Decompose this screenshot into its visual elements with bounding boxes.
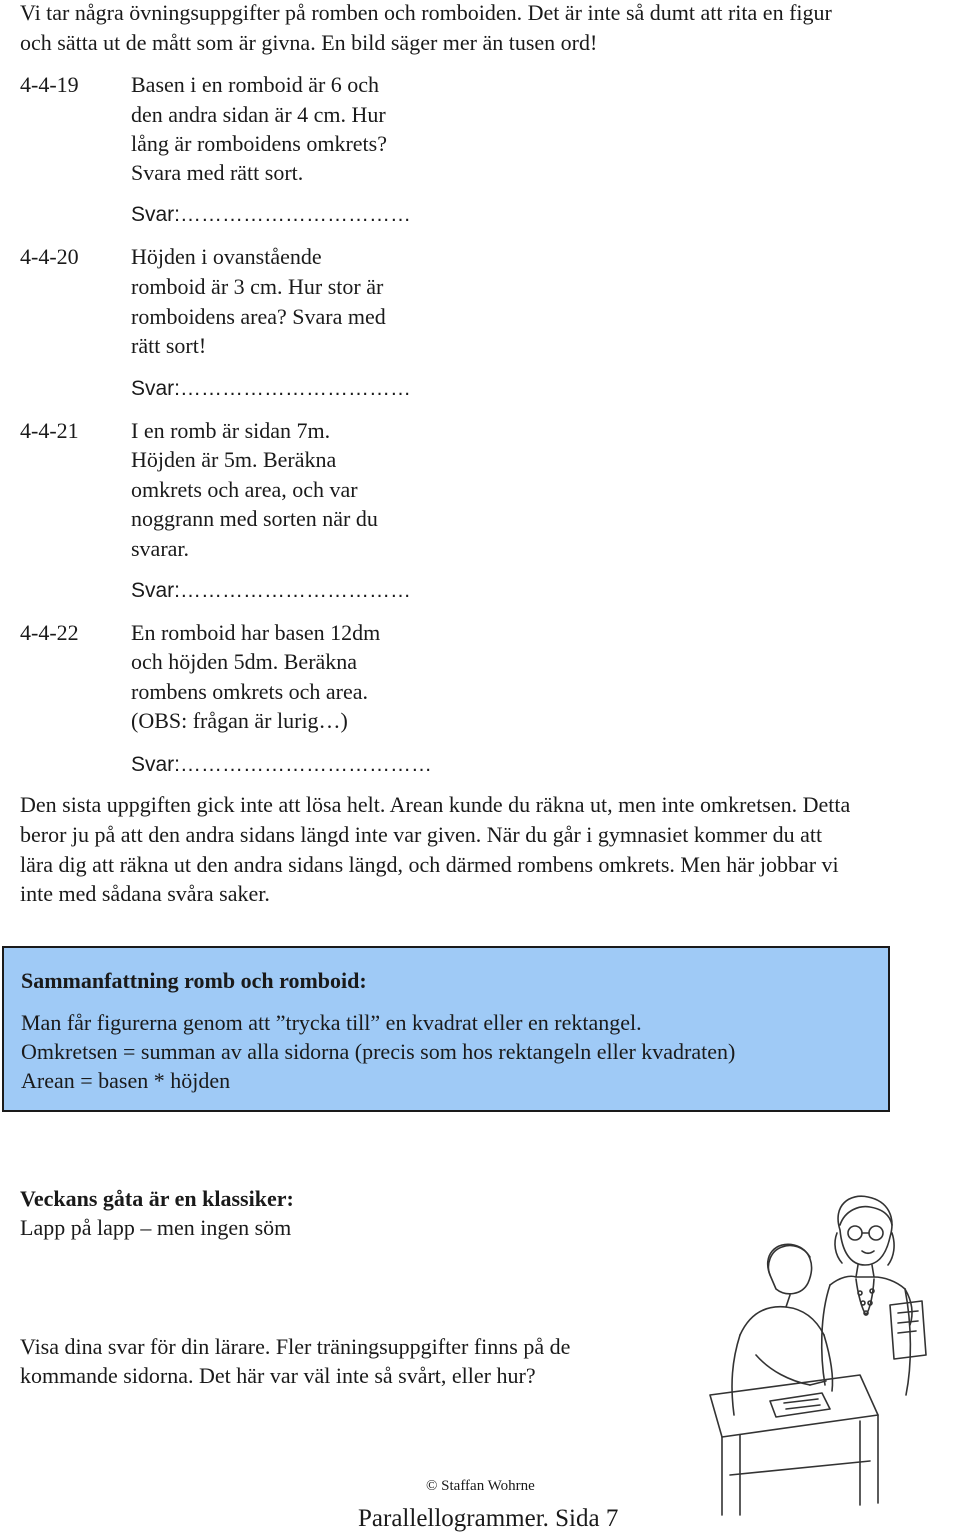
teacher-student-illustration — [700, 1185, 930, 1525]
exercise-line: och höjden 5dm. Beräkna — [131, 649, 358, 674]
exercise-line: Höjden är 5m. Beräkna — [131, 447, 337, 472]
answer-line: Svar:…………………………… — [131, 377, 412, 400]
exercise-line: svarar. — [131, 536, 190, 561]
exercise-line: Basen i en romboid är 6 och — [131, 72, 380, 97]
exercise-number: 4-4-19 — [20, 72, 79, 97]
summary-title: Sammanfattning romb och romboid: — [21, 968, 367, 993]
paragraph-line: inte med sådana svåra saker. — [20, 881, 270, 906]
closing-line-1: Visa dina svar för din lärare. Fler träningsuppgifter finns på de — [20, 1334, 571, 1359]
exercise-line: romboid är 3 cm. Hur stor är — [131, 274, 384, 299]
intro-line-2: och sätta ut de mått som är givna. En bild säger mer än tusen ord! — [20, 30, 598, 55]
exercise-number: 4-4-22 — [20, 620, 79, 645]
exercise-number: 4-4-20 — [20, 244, 79, 269]
page-footer: Parallellogrammer. Sida 7 — [358, 1505, 619, 1532]
intro-line-1: Vi tar några övningsuppgifter på romben och romboiden. Det är inte så dumt att rita en figur — [20, 0, 832, 25]
paragraph-line: beror ju på att den andra sidans längd inte var given. När du går i gymnasiet kommer du att — [20, 822, 823, 847]
exercise-line: Svara med rätt sort. — [131, 160, 304, 185]
answer-line: Svar:……………………………… — [131, 753, 433, 776]
exercise-line: lång är romboidens omkrets? — [131, 131, 387, 156]
riddle-title: Veckans gåta är en klassiker: — [20, 1186, 294, 1211]
exercise-line: En romboid har basen 12dm — [131, 620, 381, 645]
exercise-line: den andra sidan är 4 cm. Hur — [131, 102, 386, 127]
closing-line-2: kommande sidorna. Det här var väl inte så svårt, eller hur? — [20, 1363, 536, 1388]
riddle-text: Lapp på lapp – men ingen söm — [20, 1215, 292, 1240]
answer-line: Svar:…………………………… — [131, 579, 412, 602]
teacher-figure — [822, 1196, 926, 1395]
exercise-line: Höjden i ovanstående — [131, 244, 322, 269]
answer-line: Svar:…………………………… — [131, 203, 412, 226]
copyright: © Staffan Wohrne — [426, 1478, 535, 1494]
exercise-line: (OBS: frågan är lurig…) — [131, 708, 348, 733]
exercise-line: romboidens area? Svara med — [131, 304, 386, 329]
exercise-line: noggrann med sorten när du — [131, 506, 378, 531]
exercise-line: rätt sort! — [131, 333, 207, 358]
paragraph-line: Den sista uppgiften gick inte att lösa helt. Arean kunde du räkna ut, men inte omkretsen. Detta — [20, 792, 851, 817]
summary-line: Man får figurerna genom att ”trycka till” en kvadrat eller en rektangel. — [21, 1010, 642, 1035]
exercise-line: I en romb är sidan 7m. — [131, 418, 331, 443]
paragraph-line: lära dig att räkna ut den andra sidans längd, och därmed rombens omkrets. Men här jobbar vi — [20, 852, 839, 877]
exercise-line: omkrets och area, och var — [131, 477, 358, 502]
summary-box — [2, 946, 890, 1112]
exercise-number: 4-4-21 — [20, 418, 79, 443]
summary-line: Arean = basen * höjden — [21, 1068, 231, 1093]
exercise-line: rombens omkrets och area. — [131, 679, 369, 704]
summary-line: Omkretsen = summan av alla sidorna (precis som hos rektangeln eller kvadraten) — [21, 1039, 736, 1064]
desk — [710, 1375, 878, 1515]
